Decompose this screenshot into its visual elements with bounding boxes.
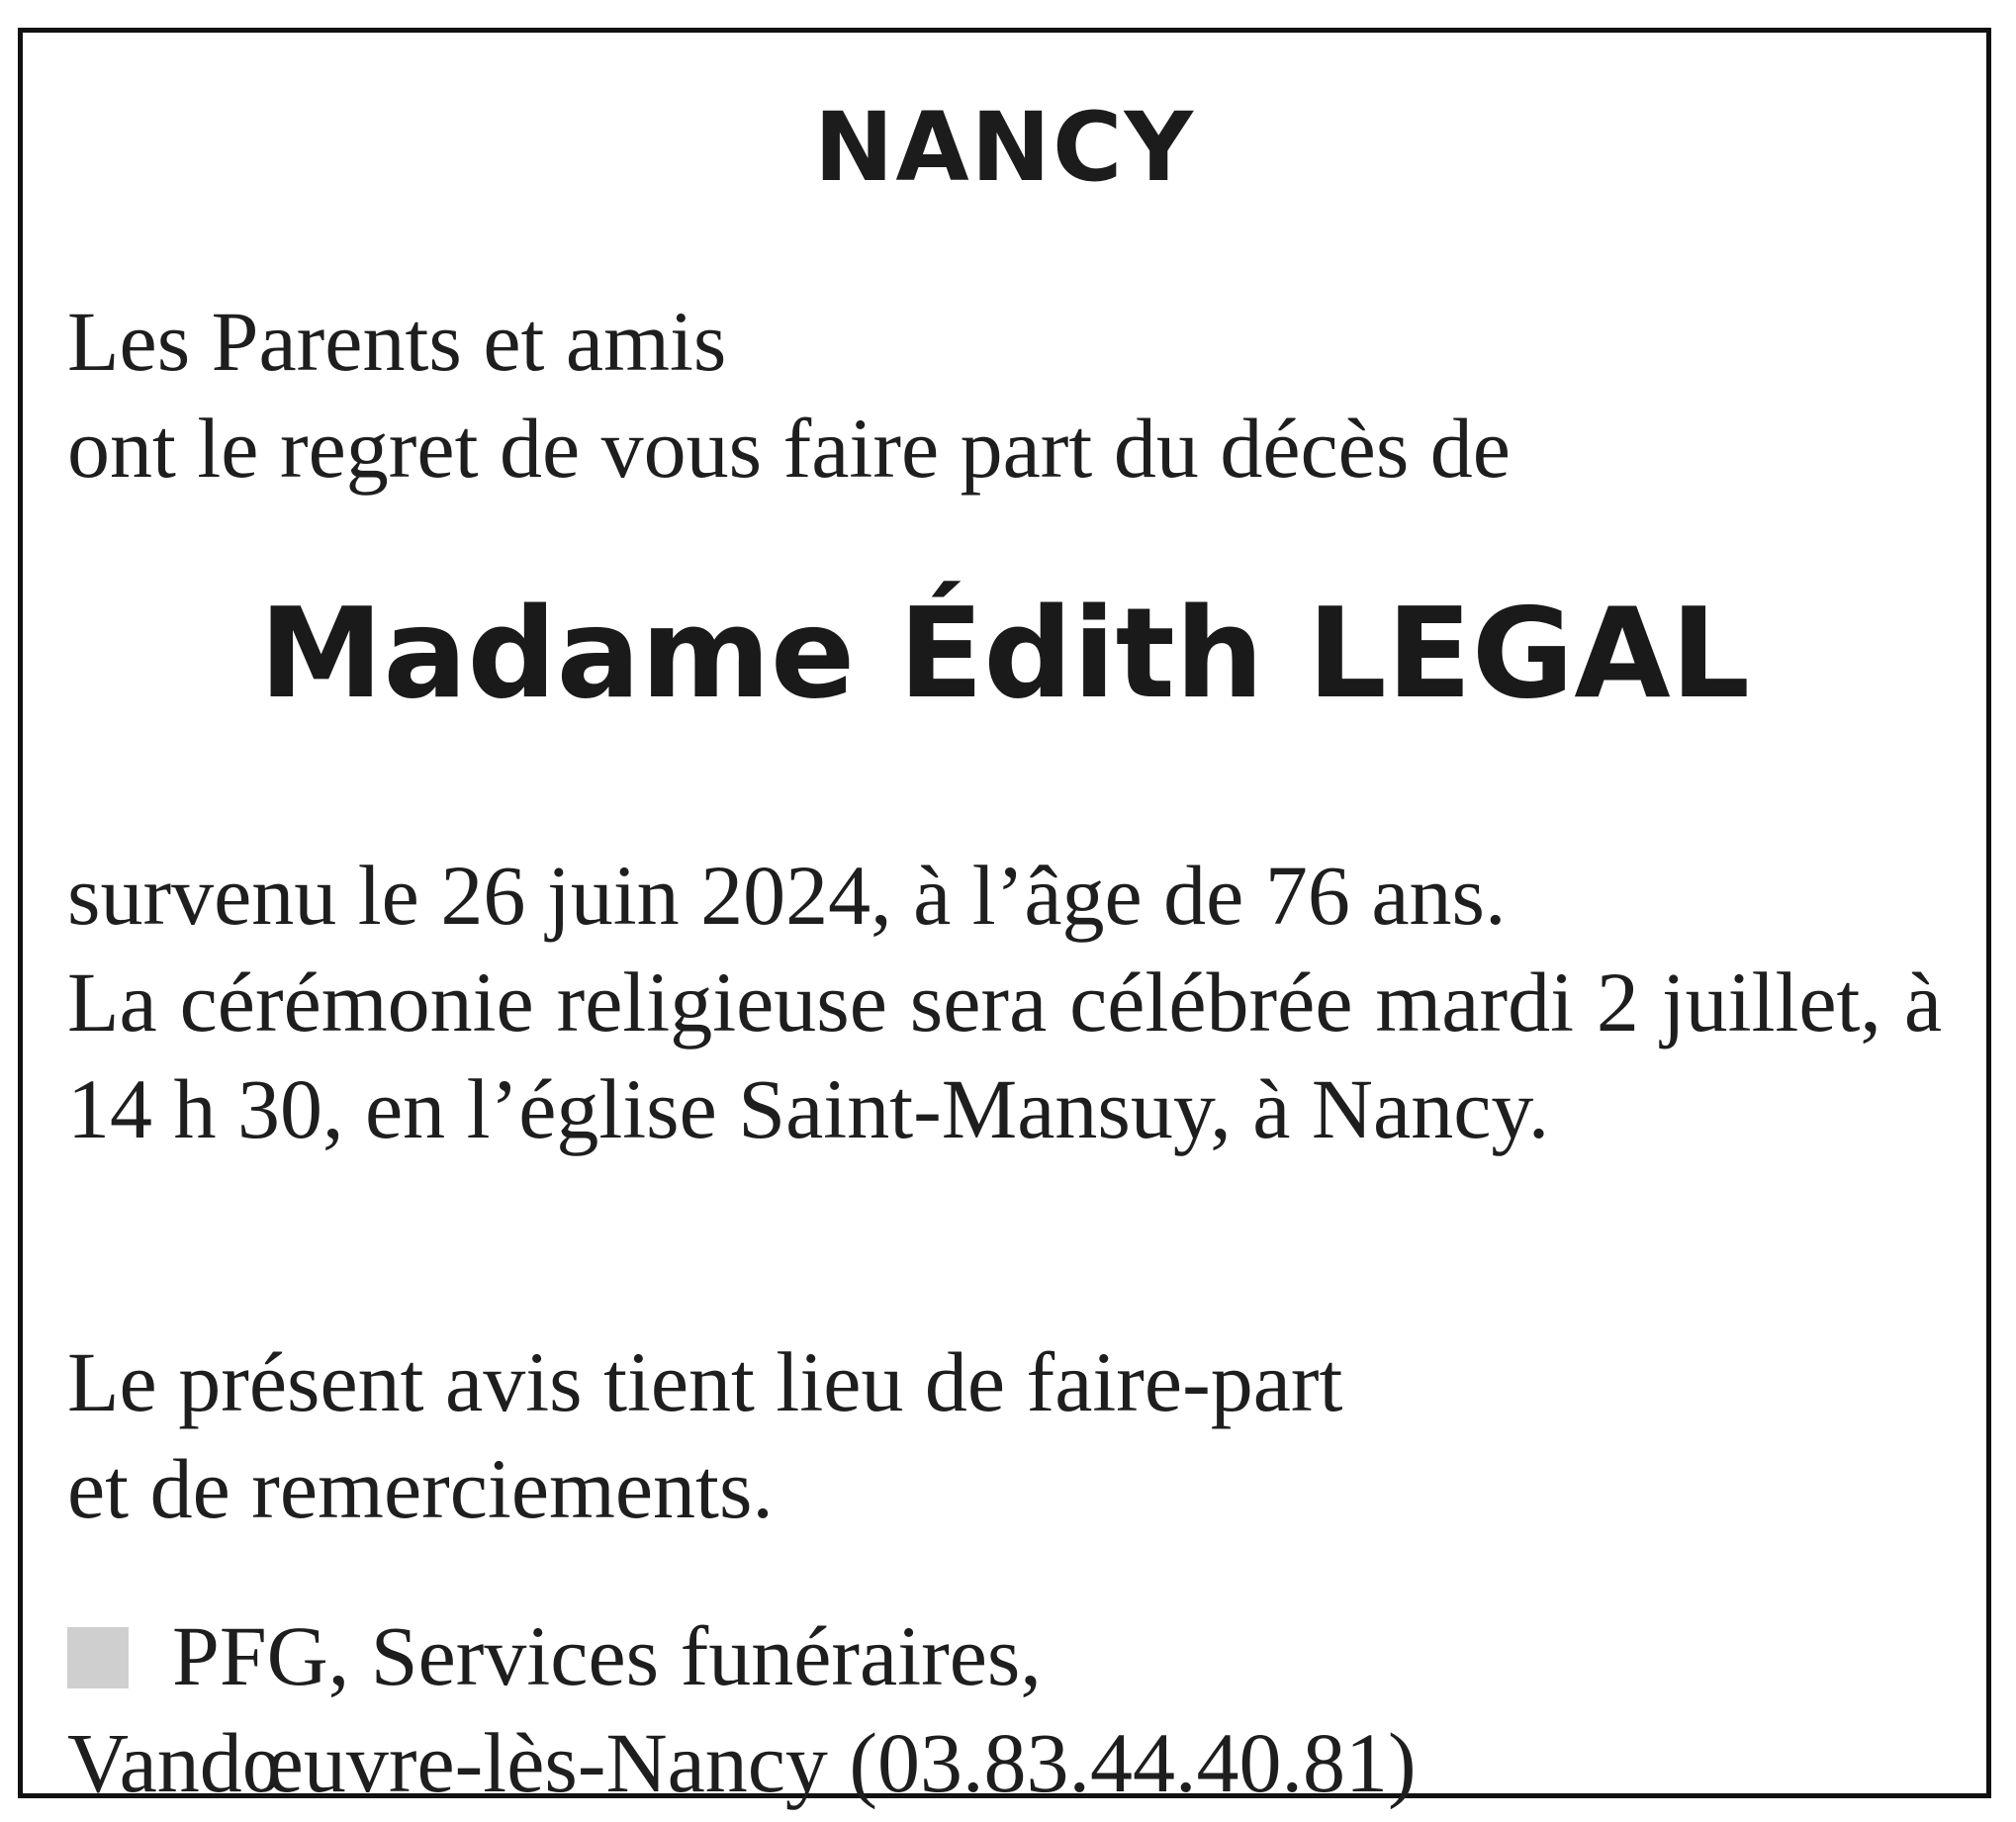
closing-line: Le présent avis tient lieu de faire-part bbox=[67, 1334, 1343, 1429]
funeral-home-info bbox=[67, 1602, 1942, 1816]
intro-line: ont le regret de vous faire part du décès de bbox=[67, 401, 1511, 496]
details-text bbox=[67, 842, 1942, 1162]
square-marker-icon bbox=[67, 1627, 129, 1688]
closing-text bbox=[67, 1328, 1942, 1542]
funeral-home-name-line bbox=[67, 1602, 1942, 1709]
deceased-name: Madame Édith LEGAL bbox=[258, 581, 1751, 726]
death-date-line: survenu le 26 juin 2024, à l’âge de 76 ans. bbox=[67, 848, 1507, 943]
funeral-home-name: PFG, Services funéraires, bbox=[172, 1608, 1042, 1703]
intro-text bbox=[67, 288, 1942, 501]
obituary-notice bbox=[18, 28, 1991, 1810]
ceremony-paragraph: La cérémonie religieuse sera célébrée mardi 2 juillet, à 14 h 30, en l’église Saint-Mansuy, à Nancy. bbox=[67, 955, 1942, 1156]
city-heading: NANCY bbox=[814, 92, 1195, 203]
closing-line: et de remerciements. bbox=[67, 1441, 774, 1536]
funeral-home-address: Vandœuvre-lès-Nancy (03.83.44.40.81) bbox=[67, 1715, 1417, 1810]
intro-line: Les Parents et amis bbox=[67, 294, 727, 389]
